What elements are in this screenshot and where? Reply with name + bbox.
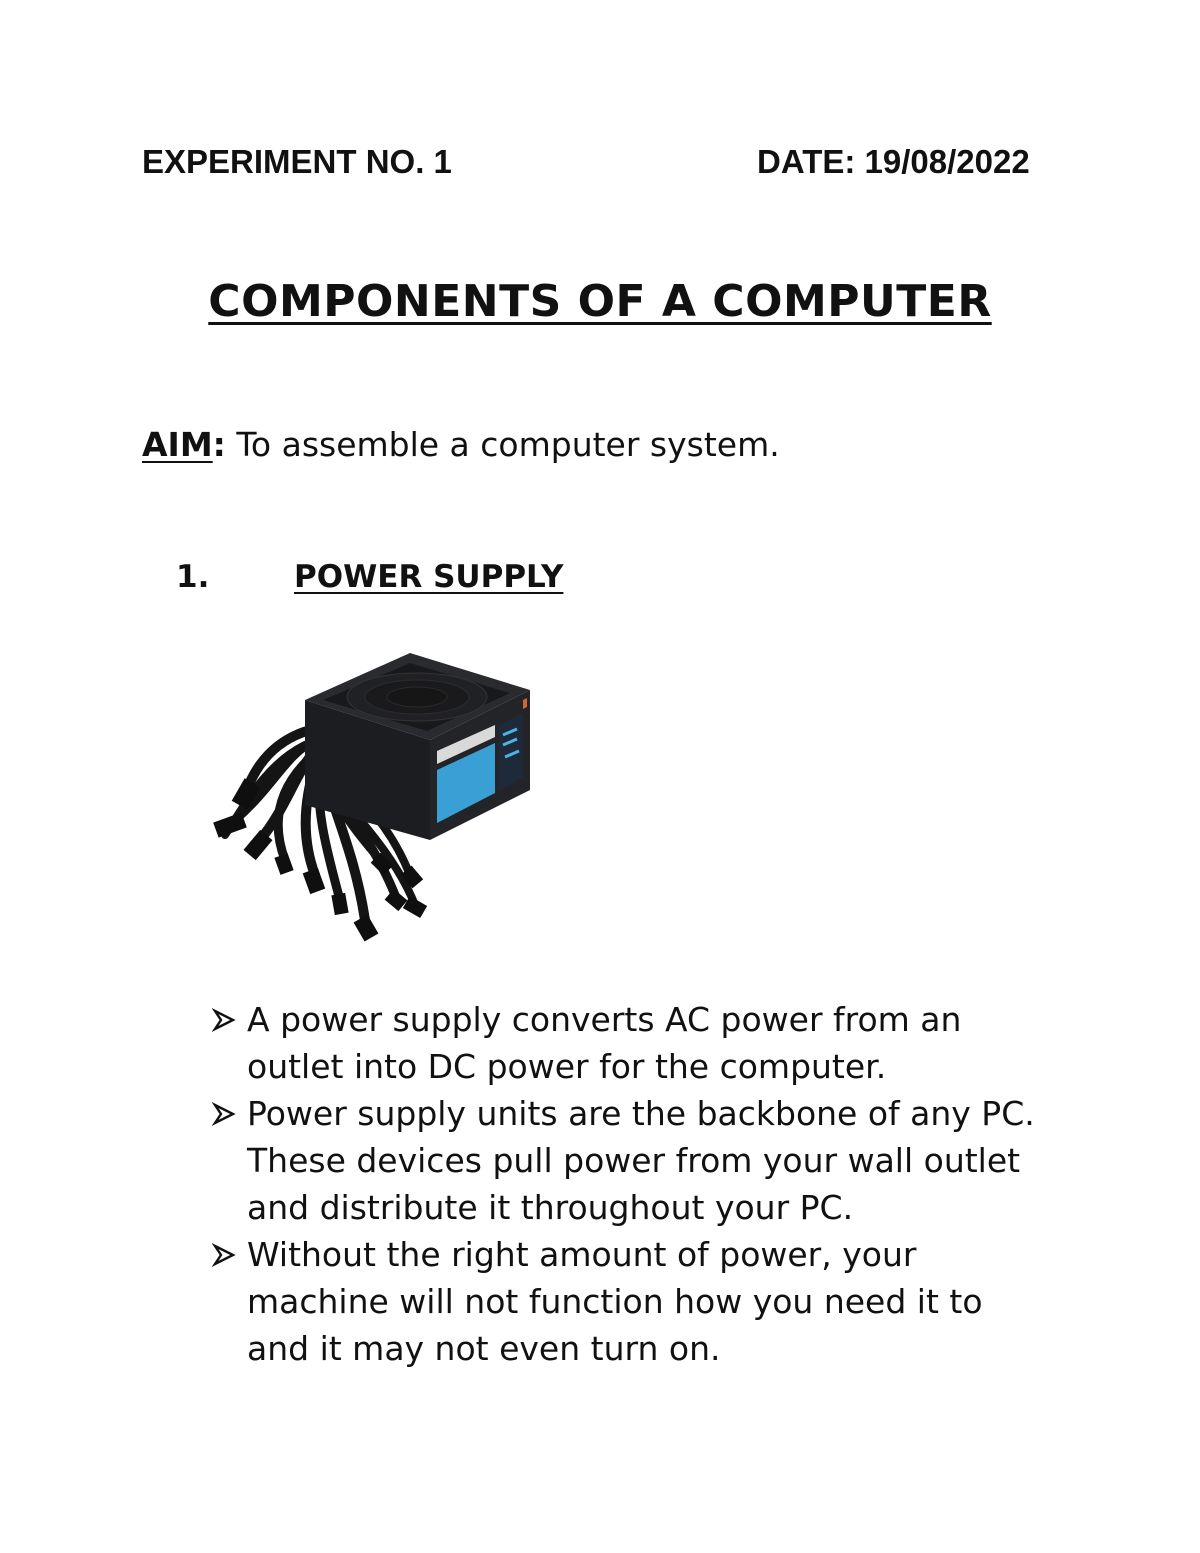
bullet-text: Without the right amount of power, your machine will not function how you need it to and it may not even turn on.: [247, 1235, 983, 1368]
section-number: 1.: [176, 559, 210, 595]
arrowhead-bullet-icon: [212, 1243, 236, 1267]
experiment-number: EXPERIMENT NO. 1: [142, 143, 452, 180]
list-item: [212, 1090, 1052, 1231]
power-supply-image: [205, 645, 540, 955]
bullet-text: A power supply converts AC power from an outlet into DC power for the computer.: [247, 1000, 962, 1086]
arrowhead-bullet-icon: [212, 1102, 236, 1126]
aim-line: [142, 422, 780, 468]
bullet-text: Power supply units are the backbone of any PC. These devices pull power from your wall outlet and distribute it throughout your PC.: [247, 1094, 1035, 1227]
section-heading: [176, 555, 563, 599]
experiment-date: DATE: 19/08/2022: [757, 143, 1030, 180]
bullet-list: [212, 996, 1052, 1372]
aim-colon: :: [212, 425, 226, 464]
aim-label: AIM: [142, 425, 213, 464]
section-title: POWER SUPPLY: [294, 559, 564, 595]
aim-text: To assemble a computer system.: [225, 425, 780, 464]
arrowhead-bullet-icon: [212, 1008, 236, 1032]
psu-box: [305, 653, 530, 840]
page-title: COMPONENTS OF A COMPUTER: [208, 276, 992, 327]
list-item: [212, 996, 1052, 1090]
list-item: [212, 1231, 1052, 1372]
